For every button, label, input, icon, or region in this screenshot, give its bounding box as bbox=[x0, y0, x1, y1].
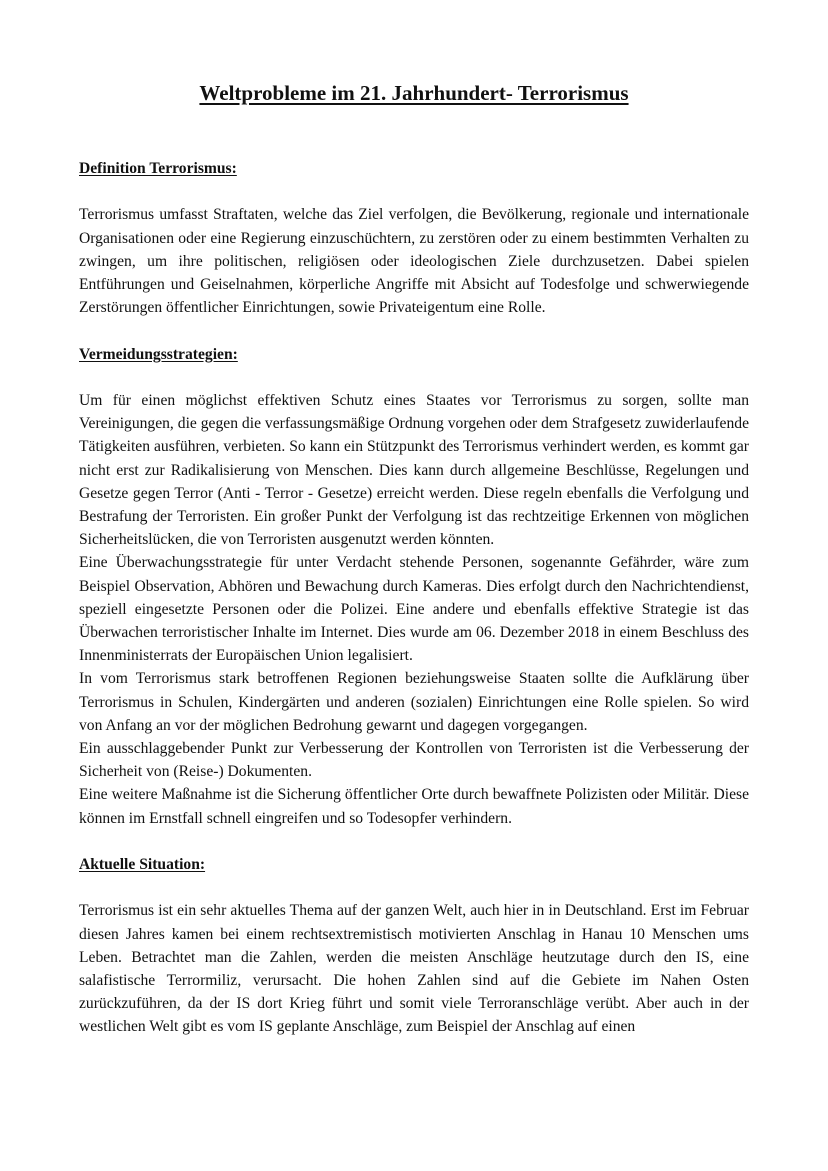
section-heading: Aktuelle Situation: bbox=[79, 856, 206, 874]
paragraph: Eine weitere Maßnahme ist die Sicherung öffentlicher Orte durch bewaffnete Polizisten oder Militär. Diese können im Ernstfall schnell eingreifen und so Todesopfer verhindern. bbox=[79, 786, 749, 827]
page-title: Weltprobleme im 21. Jahrhundert- Terrorismus bbox=[199, 81, 629, 105]
paragraph: Eine Überwachungsstrategie für unter Verdacht stehende Personen, sogenannte Gefährder, wäre zum Beispiel Observation, Abhören und Bewachung durch Kameras. Dies erfolgt durch den Nachrichtendienst, speziell eingesetzte Personen oder die Polizei. Eine andere und ebenfalls effektive Strategie ist das Überwachen terroristischer Inhalte im Internet. Dies wurde am 06. Dezember 2018 in einem Beschluss des Innenministerrats der Europäischen Union legalisiert. bbox=[79, 554, 749, 665]
document-body bbox=[79, 157, 749, 1039]
paragraph: Ein ausschlaggebender Punkt zur Verbesserung der Kontrollen von Terroristen ist die Verbesserung der Sicherheit von (Reise-) Dokumenten. bbox=[79, 740, 749, 781]
section-vermeidungsstrategien bbox=[79, 343, 749, 830]
section-aktuelle-situation bbox=[79, 853, 749, 1039]
paragraph: Terrorismus ist ein sehr aktuelles Thema auf der ganzen Welt, auch hier in in Deutschland. Erst im Februar diesen Jahres kamen bei einem rechtsextremistisch motivierten Anschlag in Hanau 10 Menschen ums Leben. Betrachtet man die Zahlen, werden die meisten Anschläge heutzutage durch den IS, eine salafistische Terrormiliz, verursacht. Die hohen Zahlen sind auf die Gebiete im Nahen Osten zurückzuführen, da der IS dort Krieg führt und somit viele Terroranschläge verübt. Aber auch in der westlichen Welt gibt es vom IS geplante Anschläge, zum Beispiel der Anschlag auf einen bbox=[79, 902, 749, 1036]
section-heading: Vermeidungsstrategien: bbox=[79, 345, 238, 363]
paragraph: Um für einen möglichst effektiven Schutz eines Staates vor Terrorismus zu sorgen, sollte man Vereinigungen, die gegen die verfassungsmäßige Ordnung vorgehen oder dem Strafgesetz zuwiderlaufende Tätigkeiten ausführen, verbieten. So kann ein Stützpunkt des Terrorismus verhindert werden, es kommt gar nicht erst zur Radikalisierung von Menschen. Dies kann durch allgemeine Beschlüsse, Regelungen und Gesetze gegen Terror (Anti - Terror - Gesetze) erreicht werden. Diese regeln ebenfalls die Verfolgung und Bestrafung der Terroristen. Ein großer Punkt der Verfolgung ist das rechtzeitige Erkennen von möglichen Sicherheitslücken, die von Terroristen ausgenutzt werden könnten. bbox=[79, 391, 749, 549]
section-heading: Definition Terrorismus: bbox=[79, 160, 237, 177]
paragraph: In vom Terrorismus stark betroffenen Regionen beziehungsweise Staaten sollte die Aufklärung über Terrorismus in Schulen, Kindergärten und anderen (sozialen) Einrichtungen eine Rolle spielen. So wird von Anfang an vor der möglichen Bedrohung gewarnt und dagegen vorgegangen. bbox=[79, 670, 749, 734]
section-definition bbox=[79, 157, 749, 319]
paragraph: Terrorismus umfasst Straftaten, welche das Ziel verfolgen, die Bevölkerung, regionale und internationale Organisationen oder eine Regierung einzuschüchtern, zu zerstören oder zu einem bestimmten Verhalten zu zwingen, um ihre politischen, religiösen oder ideologischen Ziele durchzusetzen. Dabei spielen Entführungen und Geiselnahmen, körperliche Angriffe mit Absicht auf Todesfolge und schwerwiegende Zerstörungen öffentlicher Einrichtungen, sowie Privateigentum eine Rolle. bbox=[79, 206, 749, 317]
